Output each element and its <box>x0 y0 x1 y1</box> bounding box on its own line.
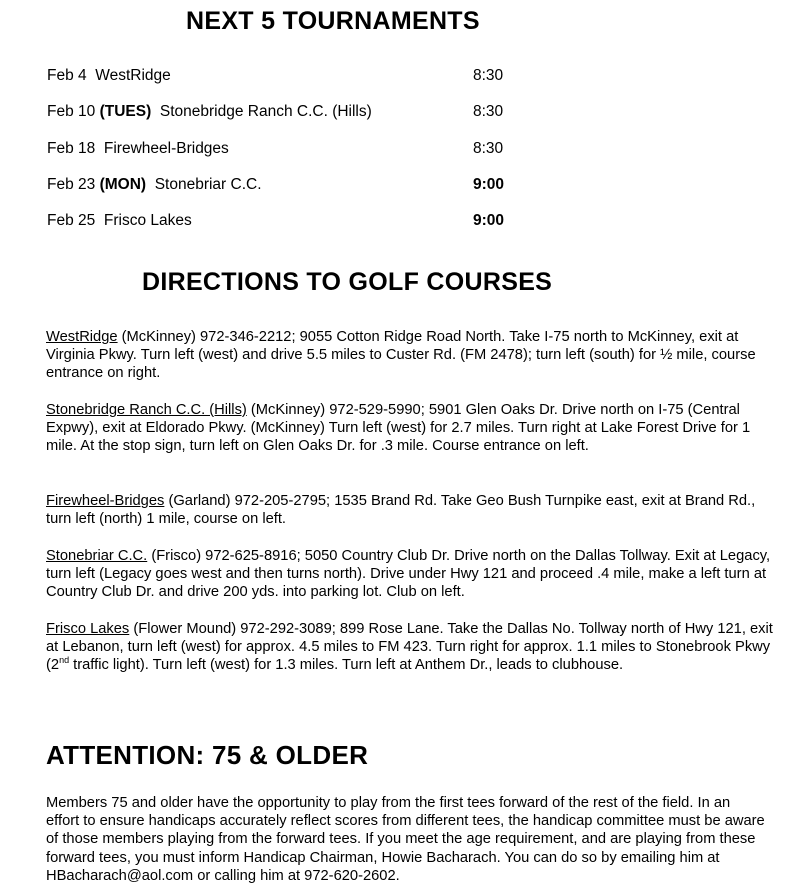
tournament-event: Feb 10 (TUES) Stonebridge Ranch C.C. (Hills) <box>47 103 372 120</box>
course-name: Stonebriar C.C. <box>46 548 148 564</box>
tournament-time: 8:30 <box>473 103 504 120</box>
tournament-time: 9:00 <box>473 212 505 229</box>
course-directions <box>46 328 781 383</box>
directions-heading: DIRECTIONS TO GOLF COURSES <box>142 268 553 296</box>
tournament-event: Feb 18 Firewheel-Bridges <box>47 140 229 157</box>
tournament-time: 9:00 <box>473 176 505 193</box>
course-directions <box>46 547 781 602</box>
tournament-event: Feb 25 Frisco Lakes <box>47 212 192 229</box>
course-name: Stonebridge Ranch C.C. (Hills) <box>46 402 247 418</box>
course-text: traffic light). Turn left (west) for 1.3 miles. Turn left at Anthem Dr., leads to clubhouse. <box>69 657 624 674</box>
course-text: (McKinney) 972-529-5990; 5901 Glen Oaks Dr. Drive north on I-75 (Central Expwy), exit at Eldorado Pkwy. (McKinney) Turn left (west) for 2.7 miles. Turn right at Lake Forest Drive for 1 mile. At the stop sign, turn left on Glen Oaks Dr. for .3 mile. Course entrance on left. <box>46 402 751 455</box>
course-text: (McKinney) 972-346-2212; 9055 Cotton Ridge Road North. Take I-75 north to McKinney, exit at Virginia Pkwy. Turn left (west) and drive 5.5 miles to Custer Rd. (FM 2478); turn left (south) for ½ mile, course entrance on right. <box>46 329 756 382</box>
course-directions <box>46 401 781 456</box>
attention-heading: ATTENTION: 75 & OLDER <box>46 740 369 770</box>
course-directions <box>46 492 781 528</box>
course-name: Firewheel-Bridges <box>46 493 165 509</box>
tournament-time: 8:30 <box>473 140 504 157</box>
course-directions <box>46 620 781 675</box>
superscript: nd <box>59 655 70 666</box>
course-name: Frisco Lakes <box>46 621 130 637</box>
course-name: WestRidge <box>46 329 118 345</box>
course-text: (Frisco) 972-625-8916; 5050 Country Club Dr. Drive north on the Dallas Tollway. Exit at Legacy, turn left (Legacy goes west and then turns north). Drive under Hwy 121 and proceed .4 mile, make a left turn at Country Club Dr. and drive 200 yds. into parking lot. Club on left. <box>46 548 771 601</box>
course-text: (Garland) 972-205-2795; 1535 Brand Rd. Take Geo Bush Turnpike east, exit at Brand Rd., turn left (north) 1 mile, course on left. <box>46 493 756 528</box>
course-text: (Flower Mound) 972-292-3089; 899 Rose Lane. Take the Dallas No. Tollway north of Hwy 121, exit at Lebanon, turn left (west) for approx. 4.5 miles to FM 423. Turn right for approx. 1.1 miles to Stonebrook Pkwy (2 <box>46 621 773 674</box>
tournament-event: Feb 4 WestRidge <box>47 67 171 84</box>
tournament-time: 8:30 <box>473 67 504 84</box>
attention-text: Members 75 and older have the opportunity to play from the first tees forward of the rest of the field. In an effort to ensure handicaps accurately reflect scores from different tees, the handicap committee must be aware of those members playing from the forward tees. If you meet the age requirement, and are playing from these forward tees, you must inform Handicap Chairman, Howie Bacharach. You can do so by emailing him at HBacharach@aol.com or calling him at 972-620-2602. <box>46 795 765 884</box>
tournaments-heading: NEXT 5 TOURNAMENTS <box>186 7 480 35</box>
tournament-event: Feb 23 (MON) Stonebriar C.C. <box>47 176 262 193</box>
